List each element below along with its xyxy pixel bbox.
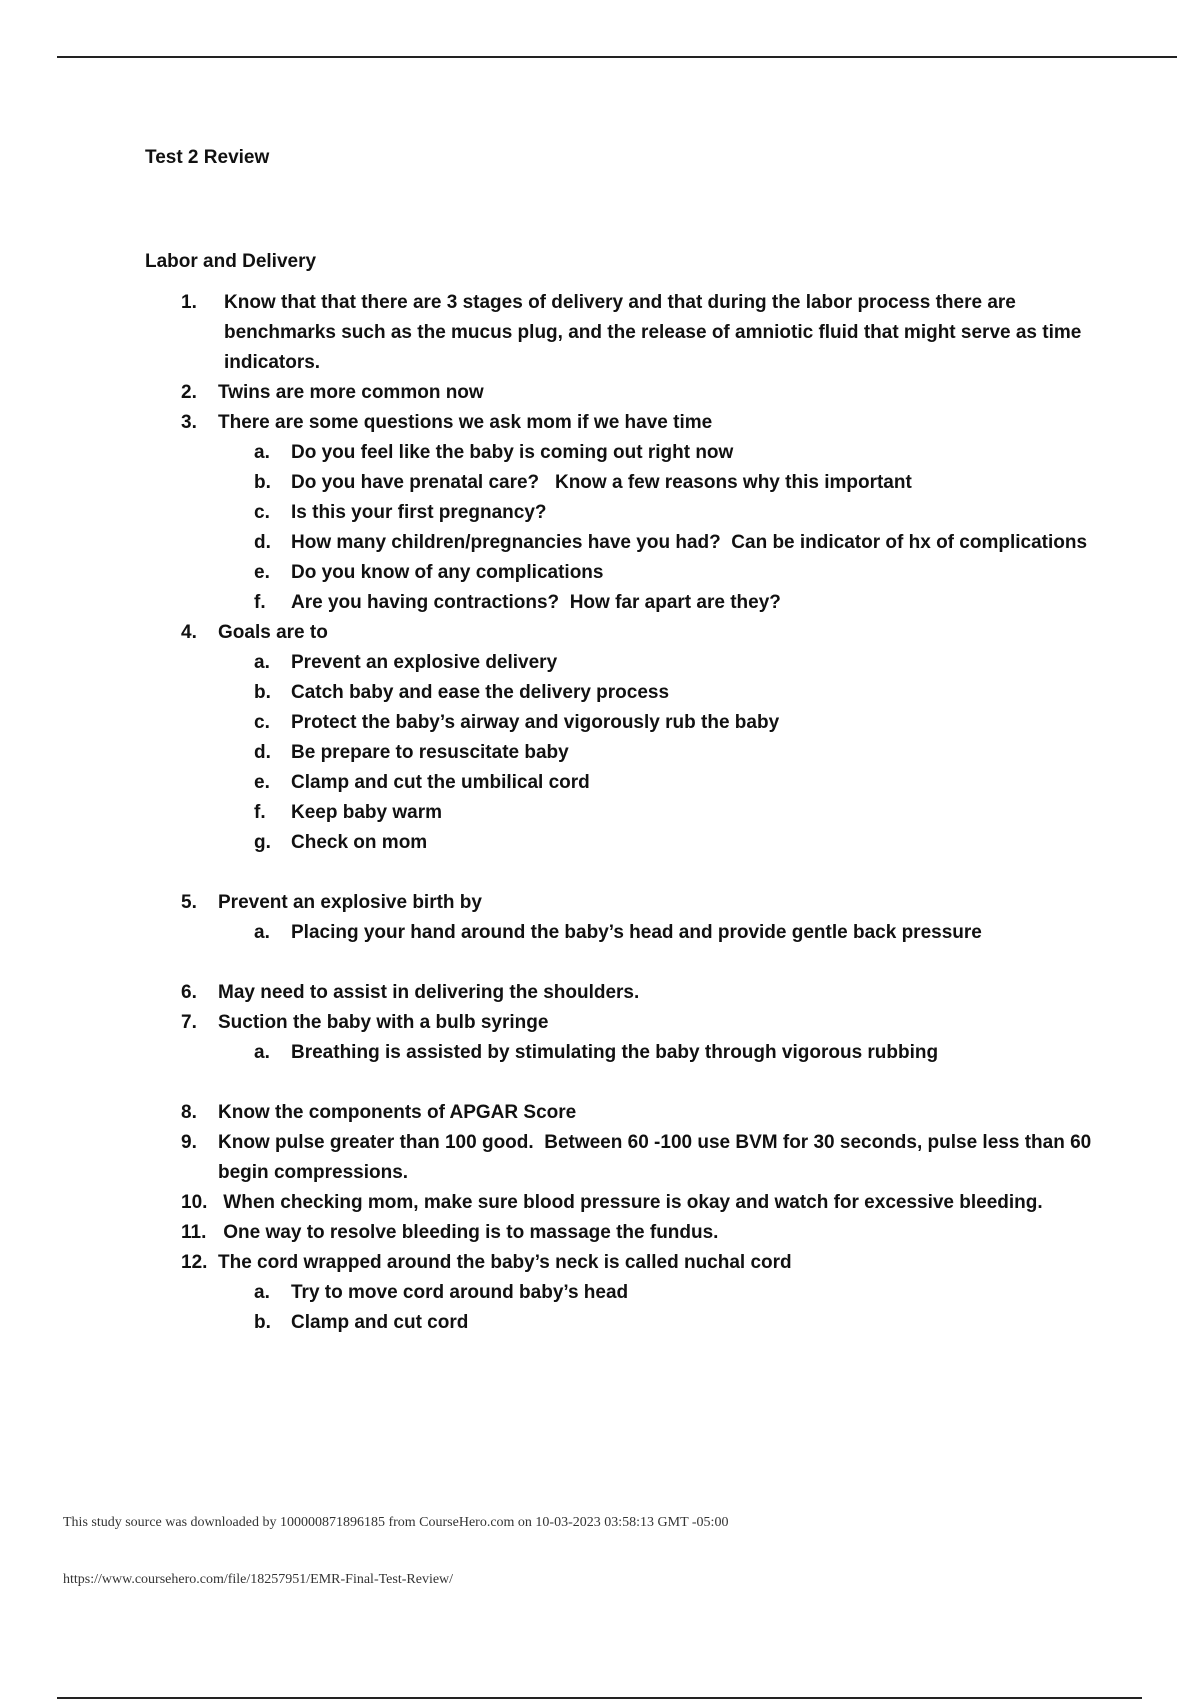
sub-item-text: Try to move cord around baby’s head	[291, 1282, 629, 1303]
list-item	[145, 378, 1095, 408]
list-item	[145, 1128, 1095, 1188]
sub-list-item	[218, 1308, 1095, 1338]
sub-item-letter: f.	[254, 802, 266, 823]
sub-list-item	[218, 648, 1095, 678]
sub-list-item	[218, 798, 1095, 828]
list-item-text: Know that that there are 3 stages of delivery and that during the labor process there are benchmarks such as the mucus plug, and the release of amniotic fluid that might serve as time indicators.	[224, 292, 1082, 373]
sub-list	[218, 1038, 1095, 1068]
sub-list-item	[218, 558, 1095, 588]
list-item	[145, 618, 1095, 858]
sub-item-letter: d.	[254, 742, 271, 763]
sub-item-text: Do you know of any complications	[291, 562, 604, 583]
sub-item-letter: b.	[254, 472, 271, 493]
sub-list-item	[218, 828, 1095, 858]
list-item	[145, 1098, 1095, 1128]
sub-item-text: Do you have prenatal care? Know a few reasons why this important	[291, 472, 912, 493]
sub-list	[218, 1278, 1095, 1338]
sub-item-letter: a.	[254, 1282, 270, 1303]
sub-item-text: Placing your hand around the baby’s head and provide gentle back pressure	[291, 922, 982, 943]
download-source-notice: This study source was downloaded by 100000871896185 from CourseHero.com on 10-03-2023 03:58:13 GMT -05:00	[63, 1515, 729, 1530]
list-item	[145, 1218, 1095, 1248]
list-item	[145, 408, 1095, 618]
list-item-text: Know the components of APGAR Score	[218, 1102, 577, 1123]
list-item	[145, 288, 1095, 378]
sub-item-text: Clamp and cut cord	[291, 1312, 469, 1333]
list-item-text: Suction the baby with a bulb syringe	[218, 1012, 549, 1033]
sub-item-text: Do you feel like the baby is coming out right now	[291, 442, 734, 463]
sub-list-item	[218, 498, 1095, 528]
review-list	[145, 288, 1095, 1338]
sub-item-text: Is this your first pregnancy?	[291, 502, 547, 523]
sub-item-letter: b.	[254, 1312, 271, 1333]
sub-item-letter: g.	[254, 832, 271, 853]
sub-item-letter: a.	[254, 922, 270, 943]
list-item-text: There are some questions we ask mom if we have time	[218, 412, 713, 433]
section-title: Labor and Delivery	[145, 251, 317, 272]
sub-list-item	[218, 768, 1095, 798]
sub-list-item	[218, 738, 1095, 768]
sub-item-letter: a.	[254, 652, 270, 673]
list-item-text: May need to assist in delivering the shoulders.	[218, 982, 640, 1003]
sub-list-item	[218, 438, 1095, 468]
list-item-number: 11.	[181, 1222, 207, 1243]
sub-item-letter: e.	[254, 562, 270, 583]
sub-list	[218, 438, 1095, 618]
bottom-rule	[57, 1697, 1142, 1699]
sub-item-letter: c.	[254, 712, 270, 733]
list-item-number: 8.	[181, 1102, 197, 1123]
top-rule	[57, 56, 1177, 58]
sub-item-text: How many children/pregnancies have you had? Can be indicator of hx of complications	[291, 532, 1088, 553]
sub-item-letter: a.	[254, 1042, 270, 1063]
sub-list-item	[218, 918, 1095, 948]
sub-item-text: Check on mom	[291, 832, 428, 853]
list-item-number: 9.	[181, 1132, 197, 1153]
list-item-text: Twins are more common now	[218, 382, 484, 403]
sub-item-text: Clamp and cut the umbilical cord	[291, 772, 590, 793]
list-item-text: Prevent an explosive birth by	[218, 892, 482, 913]
sub-list-item	[218, 1278, 1095, 1308]
sub-item-letter: a.	[254, 442, 270, 463]
list-item-number: 4.	[181, 622, 197, 643]
list-item-text: When checking mom, make sure blood pressure is okay and watch for excessive bleeding.	[218, 1192, 1043, 1213]
list-item-number: 7.	[181, 1012, 197, 1033]
sub-item-text: Protect the baby’s airway and vigorously rub the baby	[291, 712, 780, 733]
list-item-number: 2.	[181, 382, 197, 403]
list-item-text: One way to resolve bleeding is to massage the fundus.	[218, 1222, 719, 1243]
sub-list-item	[218, 588, 1095, 618]
sub-item-letter: c.	[254, 502, 270, 523]
list-item-number: 6.	[181, 982, 197, 1003]
list-item-number: 1.	[181, 292, 197, 313]
sub-list-item	[218, 528, 1095, 558]
list-item	[145, 1188, 1095, 1218]
sub-list	[218, 648, 1095, 858]
list-item-number: 5.	[181, 892, 197, 913]
list-item-text: Goals are to	[218, 622, 328, 643]
sub-item-text: Breathing is assisted by stimulating the baby through vigorous rubbing	[291, 1042, 939, 1063]
list-item	[145, 888, 1095, 948]
list-item	[145, 978, 1095, 1008]
sub-item-letter: d.	[254, 532, 271, 553]
sub-list-item	[218, 708, 1095, 738]
list-item-number: 3.	[181, 412, 197, 433]
sub-item-letter: f.	[254, 592, 266, 613]
sub-list-item	[218, 678, 1095, 708]
sub-item-text: Catch baby and ease the delivery process	[291, 682, 670, 703]
list-item	[145, 1008, 1095, 1068]
sub-item-text: Prevent an explosive delivery	[291, 652, 558, 673]
list-item-number: 10.	[181, 1192, 208, 1213]
sub-list-item	[218, 468, 1095, 498]
sub-item-text: Are you having contractions? How far apart are they?	[291, 592, 781, 613]
sub-item-text: Keep baby warm	[291, 802, 442, 823]
list-item-text: The cord wrapped around the baby’s neck is called nuchal cord	[218, 1252, 792, 1273]
sub-item-letter: b.	[254, 682, 271, 703]
source-url[interactable]: https://www.coursehero.com/file/18257951/EMR-Final-Test-Review/	[63, 1572, 454, 1587]
list-item-text: Know pulse greater than 100 good. Between 60 -100 use BVM for 30 seconds, pulse less than 60 begin compressions.	[218, 1132, 1097, 1183]
sub-list	[218, 918, 1095, 948]
list-item	[145, 1248, 1095, 1338]
document-body	[145, 146, 1095, 1338]
sub-item-text: Be prepare to resuscitate baby	[291, 742, 569, 763]
sub-item-letter: e.	[254, 772, 270, 793]
document-title: Test 2 Review	[145, 147, 270, 168]
list-item-number: 12.	[181, 1252, 208, 1273]
sub-list-item	[218, 1038, 1095, 1068]
